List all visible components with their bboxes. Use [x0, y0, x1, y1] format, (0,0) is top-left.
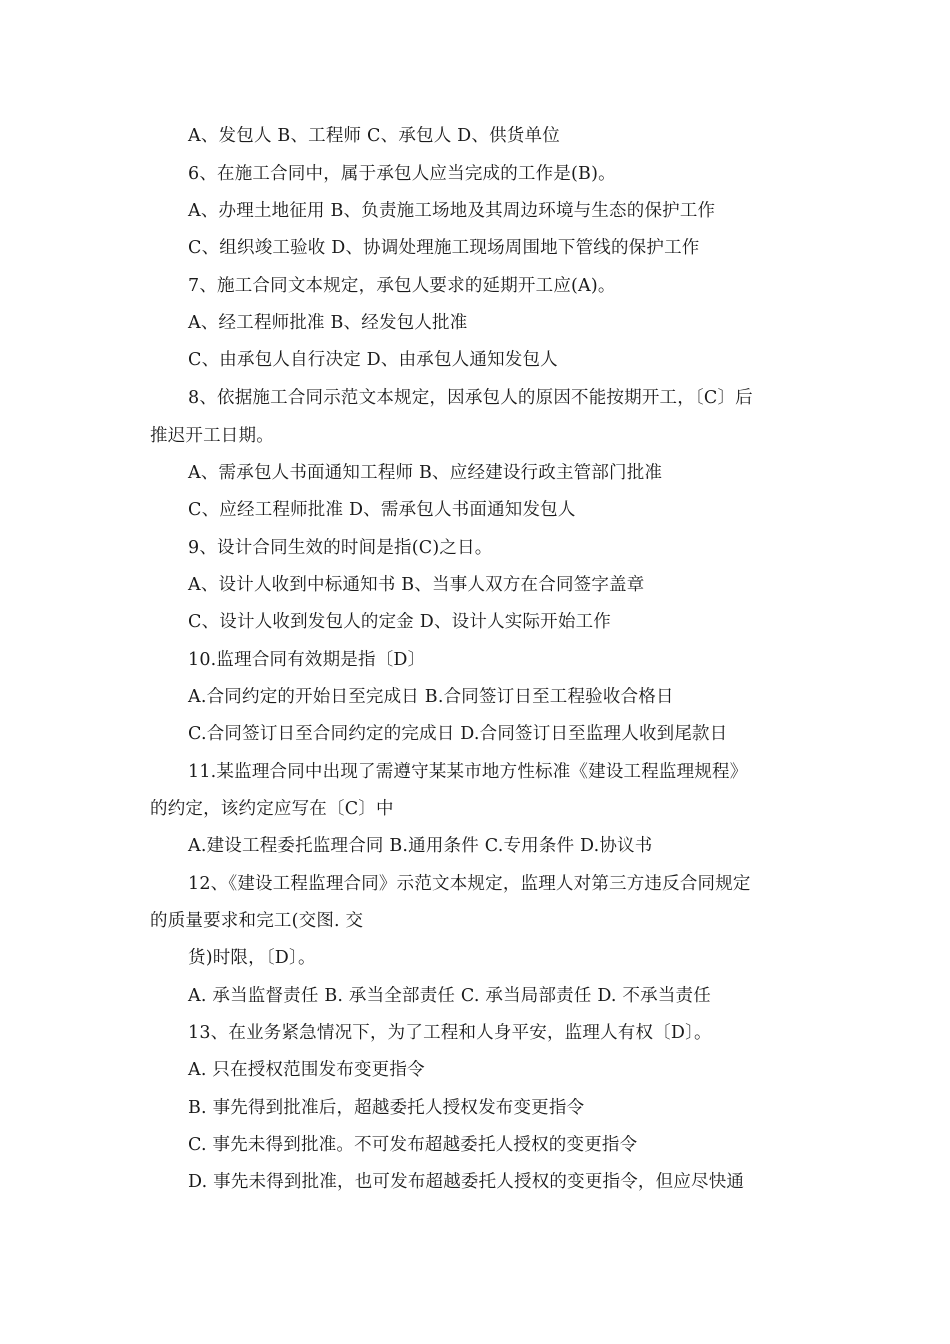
question-10-options-ab: A.合同约定的开始日至完成日 B.合同签订日至工程验收合格日: [188, 687, 674, 707]
question-6: 6、在施工合同中，属于承包人应当完成的工作是(B)。: [188, 164, 616, 184]
question-12: 12、《建设工程监理合同》示范文本规定，监理人对第三方违反合同规定: [188, 874, 751, 894]
question-13-option-d: D. 事先未得到批准，也可发布超越委托人授权的变更指令，但应尽快通: [188, 1172, 745, 1192]
question-8-options-ab: A、需承包人书面通知工程师 B、应经建设行政主管部门批准: [188, 463, 663, 483]
question-10-options-cd: C.合同签订日至合同约定的完成日 D.合同签订日至监理人收到尾款日: [188, 724, 728, 744]
question-8-options-cd: C、应经工程师批准 D、需承包人书面通知发包人: [188, 500, 576, 520]
question-11: 11.某监理合同中出现了需遵守某某市地方性标准《建设工程监理规程》: [188, 762, 748, 782]
question-12-continued-1: 的质量要求和完工(交图. 交: [150, 911, 364, 931]
question-12-continued-2: 货)时限，〔D〕。: [188, 948, 316, 968]
question-7: 7、施工合同文本规定，承包人要求的延期开工应(A)。: [188, 276, 616, 296]
question-12-options: A. 承当监督责任 B. 承当全部责任 C. 承当局部责任 D. 不承当责任: [188, 986, 711, 1006]
question-8: 8、依据施工合同示范文本规定，因承包人的原因不能按期开工，〔C〕后: [188, 388, 753, 408]
question-11-continued: 的约定，该约定应写在〔C〕中: [150, 799, 394, 819]
question-6-options-ab: A、办理土地征用 B、负责施工场地及其周边环境与生态的保护工作: [188, 201, 716, 221]
text-line-1: A、发包人 B、工程师 C、承包人 D、供货单位: [188, 126, 560, 146]
question-9: 9、设计合同生效的时间是指(C)之日。: [188, 538, 493, 558]
question-13-option-c: C. 事先未得到批准。不可发布超越委托人授权的变更指令: [188, 1135, 638, 1155]
question-10: 10.监理合同有效期是指〔D〕: [188, 650, 426, 670]
question-9-options-cd: C、设计人收到发包人的定金 D、设计人实际开始工作: [188, 612, 611, 632]
question-7-options-cd: C、由承包人自行决定 D、由承包人通知发包人: [188, 350, 558, 370]
question-13: 13、在业务紧急情况下，为了工程和人身平安，监理人有权〔D〕。: [188, 1023, 712, 1043]
question-7-options-ab: A、经工程师批准 B、经发包人批准: [188, 313, 468, 333]
question-9-options-ab: A、设计人收到中标通知书 B、当事人双方在合同签字盖章: [188, 575, 645, 595]
question-8-continued: 推迟开工日期。: [150, 426, 274, 446]
question-13-option-a: A. 只在授权范围发布变更指令: [188, 1060, 425, 1080]
question-6-options-cd: C、组织竣工验收 D、协调处理施工现场周围地下管线的保护工作: [188, 238, 700, 258]
question-11-options: A.建设工程委托监理合同 B.通用条件 C.专用条件 D.协议书: [188, 836, 653, 856]
question-13-option-b: B. 事先得到批准后，超越委托人授权发布变更指令: [188, 1098, 585, 1118]
